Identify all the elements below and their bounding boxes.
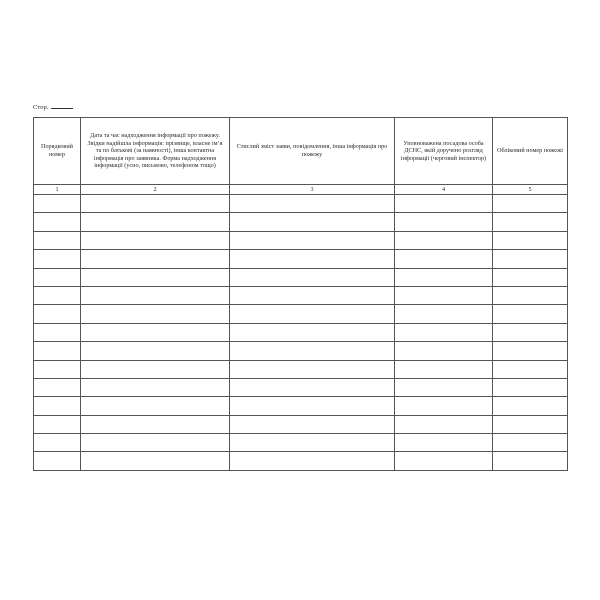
table-cell[interactable] xyxy=(81,378,230,396)
table-row xyxy=(34,213,568,231)
table-cell[interactable] xyxy=(395,286,493,304)
table-header xyxy=(34,118,568,195)
table-cell[interactable] xyxy=(493,286,568,304)
table-cell[interactable] xyxy=(493,342,568,360)
table-cell[interactable] xyxy=(493,434,568,452)
table-cell[interactable] xyxy=(81,452,230,470)
table-cell[interactable] xyxy=(81,434,230,452)
table-cell[interactable] xyxy=(395,452,493,470)
table-cell[interactable] xyxy=(395,342,493,360)
table-cell[interactable] xyxy=(81,323,230,341)
column-number-row xyxy=(34,185,568,195)
table-row xyxy=(34,231,568,249)
column-header-3: Стислий зміст заяви, повідомлення, інша інформація про пожежу xyxy=(230,118,395,185)
table-cell[interactable] xyxy=(395,268,493,286)
table-cell[interactable] xyxy=(395,434,493,452)
table-cell[interactable] xyxy=(34,415,81,433)
table-cell[interactable] xyxy=(395,378,493,396)
table-row xyxy=(34,452,568,470)
table-cell[interactable] xyxy=(81,250,230,268)
table-cell[interactable] xyxy=(230,378,395,396)
table-row xyxy=(34,378,568,396)
column-number-4: 4 xyxy=(395,185,493,195)
table-cell[interactable] xyxy=(230,231,395,249)
table-cell[interactable] xyxy=(230,195,395,213)
table-row xyxy=(34,286,568,304)
table-cell[interactable] xyxy=(230,213,395,231)
table-cell[interactable] xyxy=(493,397,568,415)
table-cell[interactable] xyxy=(81,213,230,231)
table-cell[interactable] xyxy=(395,195,493,213)
table-cell[interactable] xyxy=(395,323,493,341)
table-cell[interactable] xyxy=(493,213,568,231)
table-cell[interactable] xyxy=(34,378,81,396)
table-cell[interactable] xyxy=(493,323,568,341)
table-row xyxy=(34,434,568,452)
column-header-1: Порядковий номер xyxy=(34,118,81,185)
table-row xyxy=(34,415,568,433)
page-number-text: Стор. xyxy=(33,104,49,111)
table-cell[interactable] xyxy=(34,305,81,323)
table-cell[interactable] xyxy=(230,360,395,378)
table-row xyxy=(34,195,568,213)
table-cell[interactable] xyxy=(493,195,568,213)
table-cell[interactable] xyxy=(395,397,493,415)
table-cell[interactable] xyxy=(81,195,230,213)
table-cell[interactable] xyxy=(34,342,81,360)
column-header-4: Уповноважена посадова особа ДСНС, якій доручено розгляд інформації (черговий інспектор) xyxy=(395,118,493,185)
table-row xyxy=(34,342,568,360)
table-cell[interactable] xyxy=(230,397,395,415)
column-header-2: Дата та час надходження інформації про пожежу. Звідки надійшла інформація: прізвище, власне ім’я та по батькові (за наявності), інша контактна інформація про заявника. Форма надходження інформації (усно, письмово, телефоном тощо) xyxy=(81,118,230,185)
table-cell[interactable] xyxy=(395,360,493,378)
table-cell[interactable] xyxy=(81,360,230,378)
column-header-5: Обліковий номер пожежі xyxy=(493,118,568,185)
table-cell[interactable] xyxy=(34,231,81,249)
table-cell[interactable] xyxy=(34,195,81,213)
table-cell[interactable] xyxy=(395,415,493,433)
table-cell[interactable] xyxy=(81,286,230,304)
table-cell[interactable] xyxy=(34,250,81,268)
table-cell[interactable] xyxy=(230,250,395,268)
column-number-3: 3 xyxy=(230,185,395,195)
table-cell[interactable] xyxy=(230,305,395,323)
table-cell[interactable] xyxy=(493,250,568,268)
table-row xyxy=(34,305,568,323)
table-cell[interactable] xyxy=(81,342,230,360)
table-cell[interactable] xyxy=(493,360,568,378)
table-cell[interactable] xyxy=(493,268,568,286)
table-cell[interactable] xyxy=(230,268,395,286)
table-cell[interactable] xyxy=(34,286,81,304)
table-cell[interactable] xyxy=(34,397,81,415)
table-cell[interactable] xyxy=(493,305,568,323)
table-cell[interactable] xyxy=(230,323,395,341)
table-row xyxy=(34,397,568,415)
table-cell[interactable] xyxy=(34,323,81,341)
table-cell[interactable] xyxy=(493,378,568,396)
fire-information-journal-table xyxy=(33,117,568,471)
table-cell[interactable] xyxy=(34,452,81,470)
column-number-5: 5 xyxy=(493,185,568,195)
table-body xyxy=(34,195,568,471)
table-cell[interactable] xyxy=(34,434,81,452)
table-cell[interactable] xyxy=(34,360,81,378)
table-cell[interactable] xyxy=(395,231,493,249)
table-cell[interactable] xyxy=(34,213,81,231)
table-cell[interactable] xyxy=(230,286,395,304)
table-cell[interactable] xyxy=(395,250,493,268)
table-cell[interactable] xyxy=(230,342,395,360)
page-number-blank[interactable] xyxy=(51,103,73,109)
table-cell[interactable] xyxy=(230,434,395,452)
table-cell[interactable] xyxy=(395,305,493,323)
column-number-1: 1 xyxy=(34,185,81,195)
table-cell[interactable] xyxy=(230,452,395,470)
page-number-label xyxy=(33,103,73,111)
header-row xyxy=(34,118,568,185)
table-cell[interactable] xyxy=(493,231,568,249)
table-cell[interactable] xyxy=(34,268,81,286)
table-cell[interactable] xyxy=(230,415,395,433)
table-row xyxy=(34,360,568,378)
table-cell[interactable] xyxy=(81,415,230,433)
column-number-2: 2 xyxy=(81,185,230,195)
table-row xyxy=(34,323,568,341)
table-cell[interactable] xyxy=(395,213,493,231)
table-cell[interactable] xyxy=(81,397,230,415)
table-cell[interactable] xyxy=(81,305,230,323)
table-cell[interactable] xyxy=(81,268,230,286)
table-cell[interactable] xyxy=(493,452,568,470)
table-cell[interactable] xyxy=(493,415,568,433)
table-row xyxy=(34,268,568,286)
table-row xyxy=(34,250,568,268)
table-cell[interactable] xyxy=(81,231,230,249)
